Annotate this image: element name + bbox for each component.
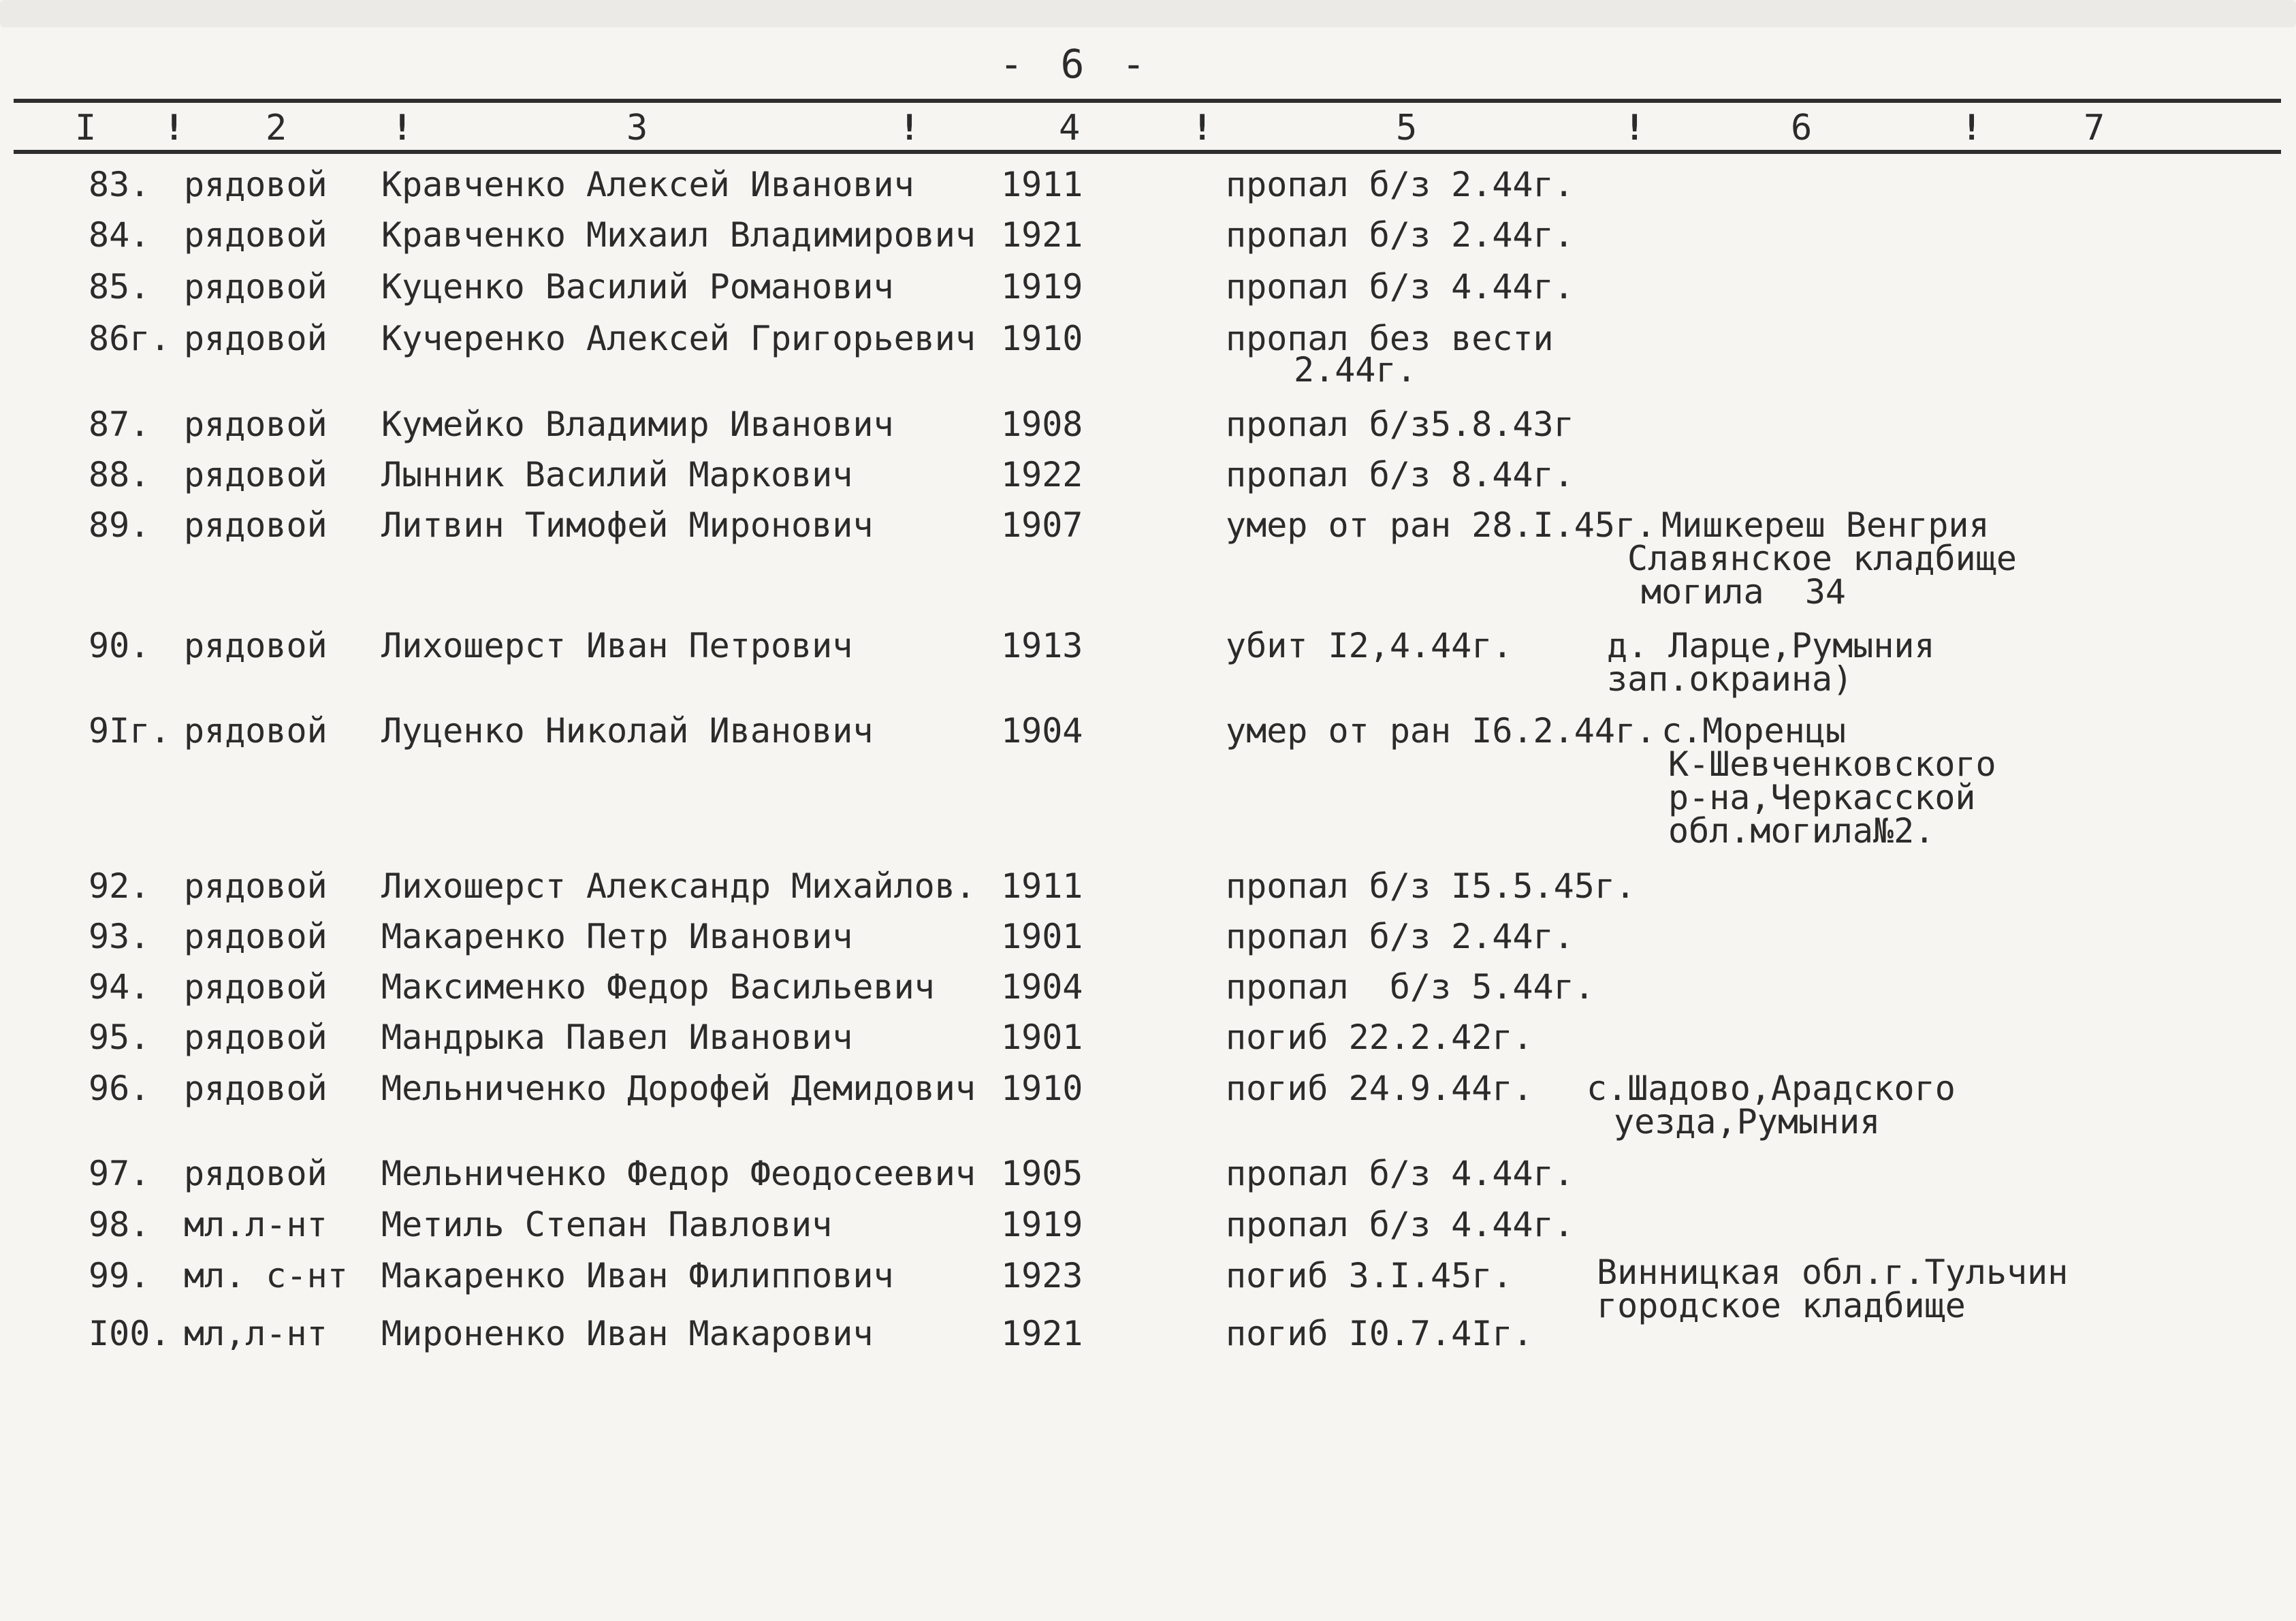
row-number: 95.	[89, 1018, 150, 1057]
rank: мл.л-нт	[184, 1205, 328, 1244]
burial-place: Винницкая обл.г.Тульчин	[1597, 1253, 2069, 1292]
birth-year: 1923	[1001, 1256, 1083, 1295]
row-number: 9Iг.	[89, 711, 171, 751]
birth-year: 1921	[1001, 215, 1083, 255]
full-name: Куценко Василий Романович	[381, 267, 894, 306]
paper-edge-shadow	[0, 0, 2296, 27]
row-number: 92.	[89, 866, 150, 906]
row-number: 88.	[89, 455, 150, 494]
rank: рядовой	[184, 967, 328, 1007]
burial-place: р-на,Черкасской	[1668, 778, 1976, 817]
birth-year: 1908	[1001, 405, 1083, 444]
row-number: 99.	[89, 1256, 150, 1295]
col-header-2: 2	[266, 108, 287, 148]
burial-place: городское кладбище	[1597, 1286, 1966, 1325]
fate: погиб I0.7.4Iг.	[1226, 1314, 1533, 1353]
col-separator: !	[1624, 108, 1646, 148]
burial-place: могила 34	[1641, 572, 1847, 612]
birth-year: 1921	[1001, 1314, 1083, 1353]
header-rule-bottom	[14, 150, 2281, 154]
fate: пропал б/з 2.44г.	[1226, 215, 1574, 255]
row-number: 94.	[89, 967, 150, 1007]
full-name: Макаренко Иван Филиппович	[381, 1256, 894, 1295]
full-name: Мельниченко Дорофей Демидович	[381, 1069, 976, 1108]
col-header-6: 6	[1791, 108, 1813, 148]
col-header-4: 4	[1059, 108, 1081, 148]
fate: погиб 22.2.42г.	[1226, 1018, 1533, 1057]
col-separator: !	[899, 108, 921, 148]
full-name: Мироненко Иван Макарович	[381, 1314, 874, 1353]
rank: рядовой	[184, 866, 328, 906]
burial-place: д. Ларце,Румыния	[1607, 626, 1935, 665]
rank: рядовой	[184, 319, 328, 358]
fate: погиб 3.I.45г.	[1226, 1256, 1513, 1295]
birth-year: 1922	[1001, 455, 1083, 494]
fate: пропал б/з 4.44г.	[1226, 267, 1574, 306]
burial-place: Мишкереш Венгрия	[1661, 505, 1990, 545]
burial-place: с.Шадово,Арадского	[1587, 1069, 1956, 1108]
col-separator: !	[163, 108, 185, 148]
full-name: Мандрыка Павел Иванович	[381, 1018, 853, 1057]
burial-place: Славянское кладбище	[1627, 539, 2017, 578]
rank: рядовой	[184, 711, 328, 751]
fate: пропал б/з 5.44г.	[1226, 967, 1595, 1007]
fate: пропал без вести	[1226, 319, 1554, 358]
rank: рядовой	[184, 1069, 328, 1108]
full-name: Кравченко Михаил Владимирович	[381, 215, 976, 255]
row-number: 87.	[89, 405, 150, 444]
birth-year: 1910	[1001, 319, 1083, 358]
birth-year: 1913	[1001, 626, 1083, 665]
rank: мл. с-нт	[184, 1256, 348, 1295]
birth-year: 1911	[1001, 165, 1083, 204]
birth-year: 1907	[1001, 505, 1083, 545]
birth-year: 1910	[1001, 1069, 1083, 1108]
fate: умер от ран 28.I.45г.	[1226, 505, 1657, 545]
col-header-3: 3	[626, 108, 648, 148]
full-name: Лынник Василий Маркович	[381, 455, 853, 494]
row-number: 97.	[89, 1154, 150, 1193]
full-name: Мельниченко Федор Феодосеевич	[381, 1154, 976, 1193]
row-number: 90.	[89, 626, 150, 665]
fate: погиб 24.9.44г.	[1226, 1069, 1533, 1108]
rank: рядовой	[184, 917, 328, 956]
full-name: Кравченко Алексей Иванович	[381, 165, 914, 204]
row-number: 83.	[89, 165, 150, 204]
col-separator: !	[1192, 108, 1213, 148]
birth-year: 1905	[1001, 1154, 1083, 1193]
row-number: 84.	[89, 215, 150, 255]
fate: пропал б/з 2.44г.	[1226, 917, 1574, 956]
row-number: 96.	[89, 1069, 150, 1108]
full-name: Макаренко Петр Иванович	[381, 917, 853, 956]
birth-year: 1904	[1001, 967, 1083, 1007]
rank: рядовой	[184, 215, 328, 255]
row-number: 98.	[89, 1205, 150, 1244]
row-number: 89.	[89, 505, 150, 545]
full-name: Луценко Николай Иванович	[381, 711, 874, 751]
col-header-7: 7	[2084, 108, 2105, 148]
rank: рядовой	[184, 1154, 328, 1193]
full-name: Метиль Степан Павлович	[381, 1205, 833, 1244]
rank: рядовой	[184, 165, 328, 204]
header-rule-top	[14, 99, 2281, 103]
full-name: Литвин Тимофей Миронович	[381, 505, 874, 545]
row-number: 86г.	[89, 319, 171, 358]
rank: мл,л-нт	[184, 1314, 328, 1353]
row-number: 93.	[89, 917, 150, 956]
rank: рядовой	[184, 505, 328, 545]
fate: умер от ран I6.2.44г.	[1226, 711, 1657, 751]
birth-year: 1904	[1001, 711, 1083, 751]
fate: пропал б/з5.8.43г	[1226, 405, 1574, 444]
burial-place: уезда,Румыния	[1614, 1102, 1881, 1142]
col-separator: !	[392, 108, 413, 148]
burial-place: К-Шевченковского	[1668, 744, 1996, 784]
row-number: I00.	[89, 1314, 171, 1353]
col-header-5: 5	[1396, 108, 1418, 148]
rank: рядовой	[184, 267, 328, 306]
burial-place: с.Моренцы	[1661, 711, 1846, 751]
rank: рядовой	[184, 405, 328, 444]
fate-continuation: 2.44г.	[1294, 350, 1417, 390]
full-name: Лихошерст Александр Михайлов.	[381, 866, 976, 906]
rank: рядовой	[184, 626, 328, 665]
col-separator: !	[1961, 108, 1983, 148]
fate: пропал б/з 8.44г.	[1226, 455, 1574, 494]
fate: пропал б/з I5.5.45г.	[1226, 866, 1636, 906]
burial-place: зап.окраина)	[1607, 659, 1853, 699]
birth-year: 1901	[1001, 1018, 1083, 1057]
col-header-1: I	[75, 108, 97, 148]
full-name: Кучеренко Алексей Григорьевич	[381, 319, 976, 358]
full-name: Максименко Федор Васильевич	[381, 967, 935, 1007]
fate: пропал б/з 4.44г.	[1226, 1205, 1574, 1244]
rank: рядовой	[184, 1018, 328, 1057]
fate: пропал б/з 4.44г.	[1226, 1154, 1574, 1193]
full-name: Лихошерст Иван Петрович	[381, 626, 853, 665]
birth-year: 1901	[1001, 917, 1083, 956]
fate: пропал б/з 2.44г.	[1226, 165, 1574, 204]
fate: убит I2,4.44г.	[1226, 626, 1513, 665]
row-number: 85.	[89, 267, 150, 306]
full-name: Кумейко Владимир Иванович	[381, 405, 894, 444]
page-number: - 6 -	[999, 41, 1153, 87]
rank: рядовой	[184, 455, 328, 494]
birth-year: 1911	[1001, 866, 1083, 906]
birth-year: 1919	[1001, 267, 1083, 306]
birth-year: 1919	[1001, 1205, 1083, 1244]
burial-place: обл.могила№2.	[1668, 811, 1935, 851]
